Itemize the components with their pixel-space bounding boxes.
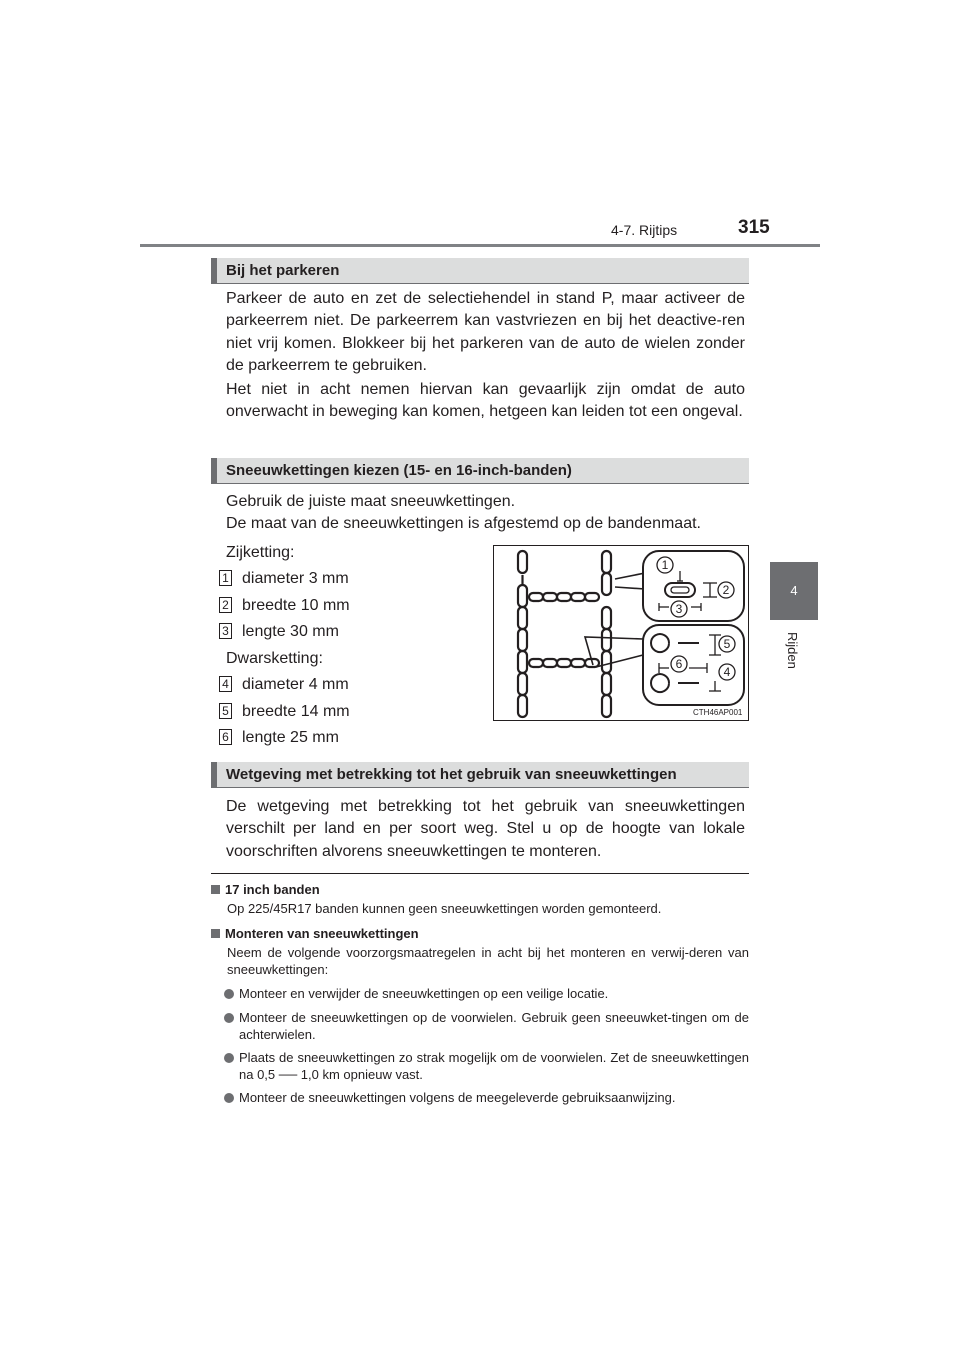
callout-3: 3: [675, 602, 683, 616]
snow-chain-figure: [493, 545, 749, 721]
note-heading-text: Monteren van sneeuwkettingen: [225, 926, 419, 941]
chapter-tab[interactable]: 4: [770, 562, 818, 620]
note-bullet: [224, 986, 749, 1003]
notes-rule: [211, 873, 749, 874]
spec-item: [219, 622, 339, 642]
law-paragraph: De wetgeving met betrekking tot het gebruik van sneeuwkettingen verschilt per land en per soort weg. Stel u op de hoogte van lokale voorschriften alvorens sneeuwkettingen te monteren.: [226, 798, 745, 860]
note-bullet: [224, 1050, 749, 1083]
section-heading: Sneeuwkettingen kiezen (15- en 16-inch-banden): [226, 462, 572, 479]
header-rule: [140, 244, 820, 247]
bullet-dot-icon: [224, 1053, 234, 1063]
note-text: Neem de volgende voorzorgsmaatregelen in acht bij het monteren en verwij-deren van sneeuwkettingen:: [227, 945, 749, 977]
parking-paragraph-2: Het niet in acht nemen hiervan kan gevaarlijk zijn omdat de auto onverwacht in beweging kan komen, hetgeen kan leiden tot een ongeval.: [226, 381, 745, 421]
side-chain-label: Zijketting:: [226, 544, 295, 561]
note-bullet: [224, 1010, 749, 1043]
spec-item: [219, 702, 350, 722]
callout-4: 4: [723, 665, 731, 679]
note-bullet-text: Monteer en verwijder de sneeuwkettingen op een veilige locatie.: [239, 986, 609, 1001]
note-bullet-text: Plaats de sneeuwkettingen zo strak mogelijk om de voorwielen. Zet de sneeuwkettingen na 0,5 ── 1,0 km opnieuw vast.: [239, 1050, 749, 1082]
spec-number: 2: [219, 597, 232, 613]
spec-item: [219, 596, 350, 616]
note-heading-text: 17 inch banden: [225, 882, 320, 897]
figure-code: CTH46AP001: [693, 708, 743, 717]
spec-item: [219, 675, 349, 695]
note-bullet-text: Monteer de sneeuwkettingen op de voorwielen. Gebruik geen sneeuwket-tingen om de achterwielen.: [239, 1010, 749, 1042]
section-bar-law: [211, 762, 749, 788]
note-text: Op 225/45R17 banden kunnen geen sneeuwkettingen worden gemonteerd.: [227, 901, 662, 916]
spec-item: [219, 728, 339, 748]
square-bullet-icon: [211, 929, 220, 938]
callout-1: 1: [661, 558, 669, 572]
chapter-tab-label: [770, 620, 818, 770]
page-number: 315: [738, 217, 770, 238]
square-bullet-icon: [211, 885, 220, 894]
spec-number: 3: [219, 623, 232, 639]
section-bar-chains: [211, 458, 749, 484]
parking-paragraph-1: Parkeer de auto en zet de selectiehendel in stand P, maar activeer de parkeerrem niet. De parkeerrem kan vastvriezen en bij het deactive-ren niet vrij komen. Blokkeer bij het parkeren van de auto de wielen zonder de parkeerrem te gebruiken.: [226, 290, 745, 375]
callout-2: 2: [722, 583, 730, 597]
spec-number: 1: [219, 570, 232, 586]
chains-line-1: Gebruik de juiste maat sneeuwkettingen.: [226, 493, 516, 510]
note-heading: [211, 882, 320, 897]
section-title: 4-7. Rijtips: [611, 222, 678, 238]
spec-text: diameter 3 mm: [242, 570, 349, 587]
callout-5: 5: [723, 637, 731, 651]
spec-text: breedte 14 mm: [242, 703, 350, 720]
section-bar-parking: [211, 258, 749, 284]
cross-chain-label: Dwarsketting:: [226, 650, 323, 667]
callout-6: 6: [675, 657, 683, 671]
section-heading: Wetgeving met betrekking tot het gebruik van sneeuwkettingen: [226, 766, 677, 783]
chapter-label-text: Rijden: [785, 632, 800, 669]
spec-item: [219, 569, 349, 589]
bullet-dot-icon: [224, 989, 234, 999]
note-bullet-text: Monteer de sneeuwkettingen volgens de meegeleverde gebruiksaanwijzing.: [239, 1090, 676, 1105]
section-heading: Bij het parkeren: [226, 262, 340, 279]
bullet-dot-icon: [224, 1093, 234, 1103]
spec-number: 5: [219, 703, 232, 719]
chains-line-2: De maat van de sneeuwkettingen is afgestemd op de bandenmaat.: [226, 515, 701, 532]
spec-number: 6: [219, 729, 232, 745]
bullet-dot-icon: [224, 1013, 234, 1023]
spec-number: 4: [219, 676, 232, 692]
spec-text: lengte 25 mm: [242, 729, 339, 746]
spec-text: breedte 10 mm: [242, 597, 350, 614]
note-heading: [211, 926, 419, 941]
spec-text: diameter 4 mm: [242, 676, 349, 693]
note-bullet: [224, 1090, 749, 1107]
spec-text: lengte 30 mm: [242, 623, 339, 640]
